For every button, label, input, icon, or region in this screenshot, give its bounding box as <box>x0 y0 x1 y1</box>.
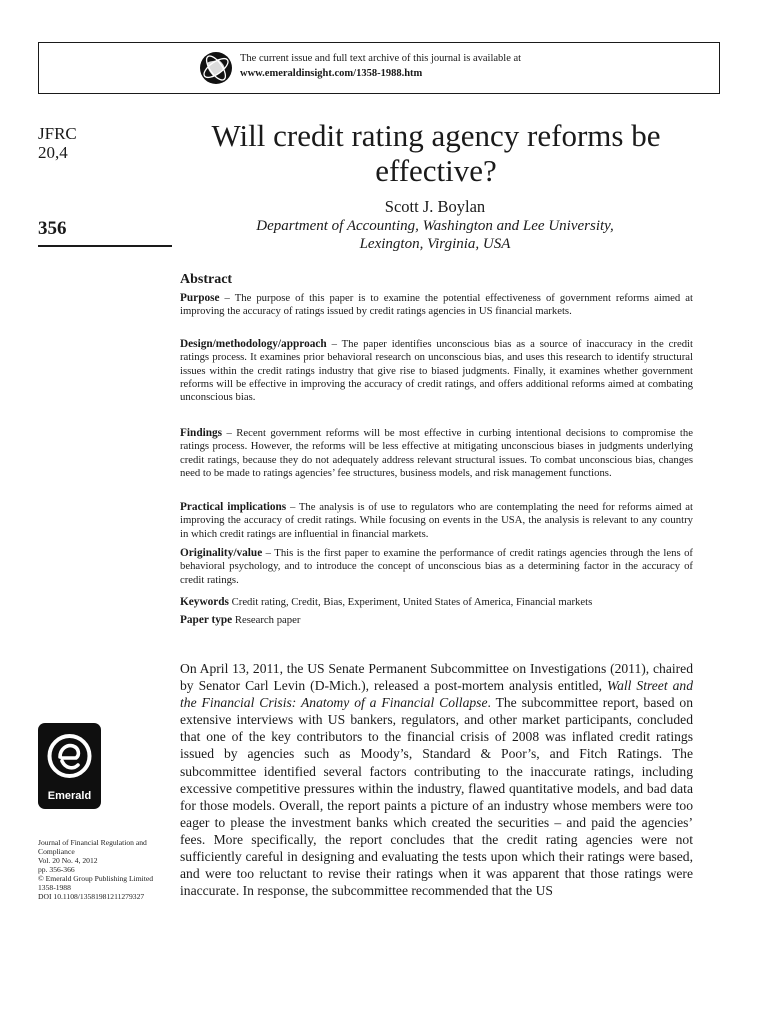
abstract-findings-text: – Recent government reforms will be most effective in curbing intentional decisions to compromise the ratings process. However, the reforms will be less effective at mitigating unconscious biases in judgments underlying credit ratings, because they do not adequately address relevant structural issues. To combat unconscious bias, changes need to be made to ratings agencies’ fee structures, business models, and risk management functions. <box>180 427 693 479</box>
abstract-paper-type-text: Research paper <box>232 614 301 626</box>
citation-copyright: © Emerald Group Publishing Limited <box>38 874 154 883</box>
abstract-design-label: Design/methodology/approach <box>180 338 327 350</box>
abstract-purpose-label: Purpose <box>180 292 220 304</box>
citation-issn: 1358-1988 <box>38 883 71 892</box>
author-affiliation-line2: Lexington, Virginia, USA <box>359 236 511 252</box>
journal-code: JFRC <box>38 124 77 143</box>
abstract-originality <box>180 547 693 587</box>
abstract-paper-type <box>180 614 693 627</box>
abstract-purpose <box>180 292 693 319</box>
abstract-findings <box>180 427 693 480</box>
citation-volume: Vol. 20 No. 4, 2012 <box>38 856 98 865</box>
header-archive-text: The current issue and full text archive of this journal is available at <box>240 53 522 64</box>
citation-pages: pp. 356-366 <box>38 865 75 874</box>
abstract-originality-label: Originality/value <box>180 547 263 559</box>
abstract-purpose-text: – The purpose of this paper is to examine the potential effectiveness of government reforms aimed at improving the accuracy of ratings issued by credit ratings agencies in US financial markets. <box>180 292 693 318</box>
body-text-part1: On April 13, 2011, the US Senate Permanent Subcommittee on Investigations (2011), chaired by Senator Carl Levin (D-Mich.), released a post-mortem analysis entitled, <box>180 661 693 694</box>
emerald-logo-icon <box>38 723 101 793</box>
abstract-findings-label: Findings <box>180 427 223 439</box>
abstract-keywords-text: Credit rating, Credit, Bias, Experiment, United States of America, Financial markets <box>228 596 593 608</box>
abstract-practical-label: Practical implications <box>180 501 287 513</box>
article-title: Will credit rating agency reforms be effective? <box>211 118 661 188</box>
citation-doi: DOI 10.1108/13581981211279327 <box>38 892 145 901</box>
body-text-part2: . The subcommittee report, based on extensive interviews with US bankers, regulators, and other market participants, concluded that one of the key contributors to the financial crisis of 2008 was inflated credit ratings issued by agencies such as Moody’s, Standard & Poor’s, and Fitch Ratings. The subcommittee identified several factors contributing to the inaccurate ratings, including excessive competitive pressures within the industry, flawed quantitative models, and bad data for those models. Overall, the report paints a picture of an industry whose members were too eager to please the investment banks which created the securities – and paid the agencies’ fees. More specifically, the report concludes that the credit rating agencies were not sufficiently careful in designing and evaluating the tests upon which their ratings were based, and were too reluctant to revise their ratings when it was apparent that those ratings were inaccurate. In response, the subcommittee recommended that the US <box>180 695 693 899</box>
abstract-originality-text: – This is the first paper to examine the performance of credit ratings agencies through the lens of behavioral psychology, and to introduce the concept of unconscious bias as a determining factor in the accuracy of credit ratings. <box>180 547 693 586</box>
abstract-design <box>180 338 693 404</box>
abstract-heading: Abstract <box>180 272 233 287</box>
header-url-link[interactable]: www.emeraldinsight.com/1358-1988.htm <box>240 68 423 79</box>
page-number-rule <box>38 245 172 247</box>
abstract-keywords <box>180 596 693 609</box>
abstract-keywords-label: Keywords <box>180 596 229 608</box>
author-affiliation-line1: Department of Accounting, Washington and Lee University, <box>256 218 614 234</box>
journal-volume: 20,4 <box>38 143 68 162</box>
article-author: Scott J. Boylan <box>384 197 486 216</box>
citation-journal-line2: Compliance <box>38 847 75 856</box>
globe-icon <box>198 50 234 86</box>
abstract-design-text: – The paper identifies unconscious bias as a source of inaccuracy in the credit ratings process. It examines prior behavioral research on unconscious bias, and uses this research to identify structural issues within the credit ratings industry that give rise to biased judgments. Finally, it examines whether government reforms will be effective in improving the accuracy of credit ratings, and offers additional reforms aimed at combating unconscious bias. <box>180 338 693 404</box>
abstract-practical-text: – The analysis is of use to regulators who are contemplating the need for reforms aimed at improving the accuracy of credit ratings. While focusing on events in the USA, the analysis is relevant to any country in which credit ratings are influential in financial markets. <box>180 501 694 540</box>
page-number: 356 <box>38 218 67 239</box>
body-paragraph <box>180 660 693 899</box>
abstract-paper-type-label: Paper type <box>180 614 233 626</box>
citation-journal-line1: Journal of Financial Regulation and <box>38 838 147 847</box>
abstract-practical <box>180 501 693 541</box>
report-title-italic: Wall Street and the Financial Crisis: Anatomy of a Financial Collapse <box>180 678 693 711</box>
emerald-logo-label: Emerald <box>47 790 92 802</box>
